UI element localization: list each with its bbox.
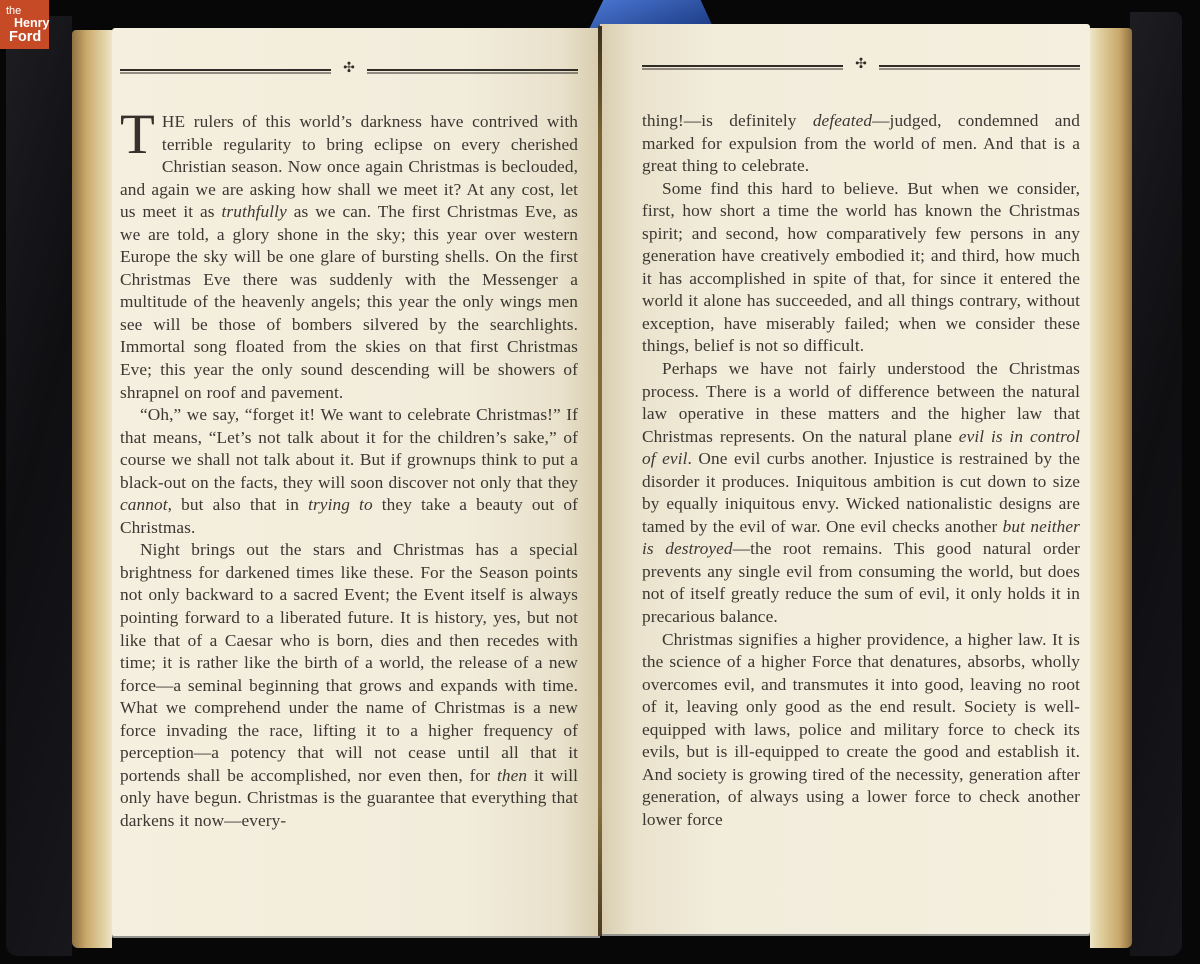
- page-fore-edge-left: [72, 30, 112, 948]
- logo-line-ford: Ford: [9, 29, 42, 45]
- drop-cap: T: [120, 103, 155, 166]
- paragraph: Perhaps we have not fairly understood the Christmas process. There is a world of difference between the natural law operative in these matters and the higher law that Christmas represents. On the natural plane evil is in control of evil. One evil curbs another. Injustice is restrained by the disorder it produces. Iniquitous ambition is cut down to size by equally iniquitous envy. Wicked nationalistic designs are tamed by the evil of war. One evil checks another but neither is destroyed—the root remains. This good natural order prevents any single evil from consuming the world, but does not of itself greatly reduce the sum of evil, it only holds it in precarious balance.: [642, 359, 1081, 627]
- henry-ford-logo: [0, 0, 49, 49]
- paragraph: THE rulers of this world’s darkness have contrived with terrible regularity to bring eclipse on every cherished Christian season. Now once again Christmas is beclouded, and again we are asking how shall we meet it? At any cost, let us meet it as truthfully as we can. The first Christmas Eve, as we are told, a glory shone in the sky; this year over western Europe the sky will be one glare of bursting shells. On the first Christmas Eve there was suddenly with the Messenger a multitude of the heavenly angels; this year the only wings men see will be those of bombers silvered by the searchlights. Immortal song floated from the skies on that first Christmas Eve; this year the only sound descending will be showers of shrapnel on roof and pavement.: [120, 103, 578, 402]
- logo-line-the: the: [6, 5, 22, 17]
- fleuron-icon: ✣: [855, 56, 867, 72]
- fleuron-icon: ✣: [343, 60, 355, 76]
- page-fore-edge-right: [1090, 28, 1132, 948]
- ornament-rule-left: [120, 69, 331, 74]
- paragraph: “Oh,” we say, “forget it! We want to celebrate Christmas!” If that means, “Let’s not talk about it for the children’s sake,” of course we shall not talk about it. But if grownups think to put a black-out on the facts, they will soon discover not only that they cannot, but also that in trying to they take a beauty out of Christmas.: [120, 405, 578, 537]
- left-page-text: [120, 60, 578, 833]
- paragraph: Night brings out the stars and Christmas has a special brightness for darkened times like these. For the Season points not only backward to a sacred Event; the Event itself is always pointing forward to a liberated future. It is history, yes, but not like that of a Caesar who is born, dies and then recedes with time; it is rather like the birth of a world, the release of a new force—a seminal beginning that grows and expands with time. What we comprehend under the name of Christmas is a new force invading the race, lifting it to a higher frequency of perception—a potency that will not cease until all that it portends shall be accomplished, nor even then, for then it will only have begun. Christmas is the guarantee that everything that darkens it now—every-: [120, 540, 578, 830]
- ornament-rule-right: [879, 65, 1080, 70]
- paragraph: thing!—is definitely defeated—judged, condemned and marked for expulsion from the world of men. And that is a great thing to celebrate.: [642, 111, 1080, 176]
- paragraph: Christmas signifies a higher providence, a higher law. It is the science of a higher Force that denatures, absorbs, wholly overcomes evil, and transmutes it into good, leaving no root of it, leaving only good as the end result. Society is well-equipped with laws, police and military force to check its evils, but is ill-equipped to create the good and establish it. And society is growing tired of the necessity, generation after generation, of always using a lower force to check another lower force: [642, 629, 1080, 829]
- header-ornament: [642, 56, 1080, 74]
- right-page-paragraphs: [642, 110, 1080, 832]
- ornament-rule-left: [642, 65, 843, 70]
- header-ornament: [120, 60, 578, 78]
- logo-line-henry: Henry: [14, 16, 50, 30]
- right-page-text: [642, 56, 1081, 832]
- left-page-paragraphs: [120, 103, 578, 833]
- paragraph: Some find this hard to believe. But when we consider, first, how short a time the world has known the Christmas spirit; and second, how comparatively few persons in any generation have creatively embodied it; and third, how much it has accomplished in spite of that, for since it entered the world it alone has succeeded, and all things contrary, without exception, have miserably failed; when we consider these things, belief is not so difficult.: [642, 178, 1080, 356]
- book-cover-left: [6, 16, 72, 956]
- book-gutter: [598, 26, 602, 936]
- book-cover-right: [1130, 12, 1182, 956]
- ornament-rule-right: [367, 69, 578, 74]
